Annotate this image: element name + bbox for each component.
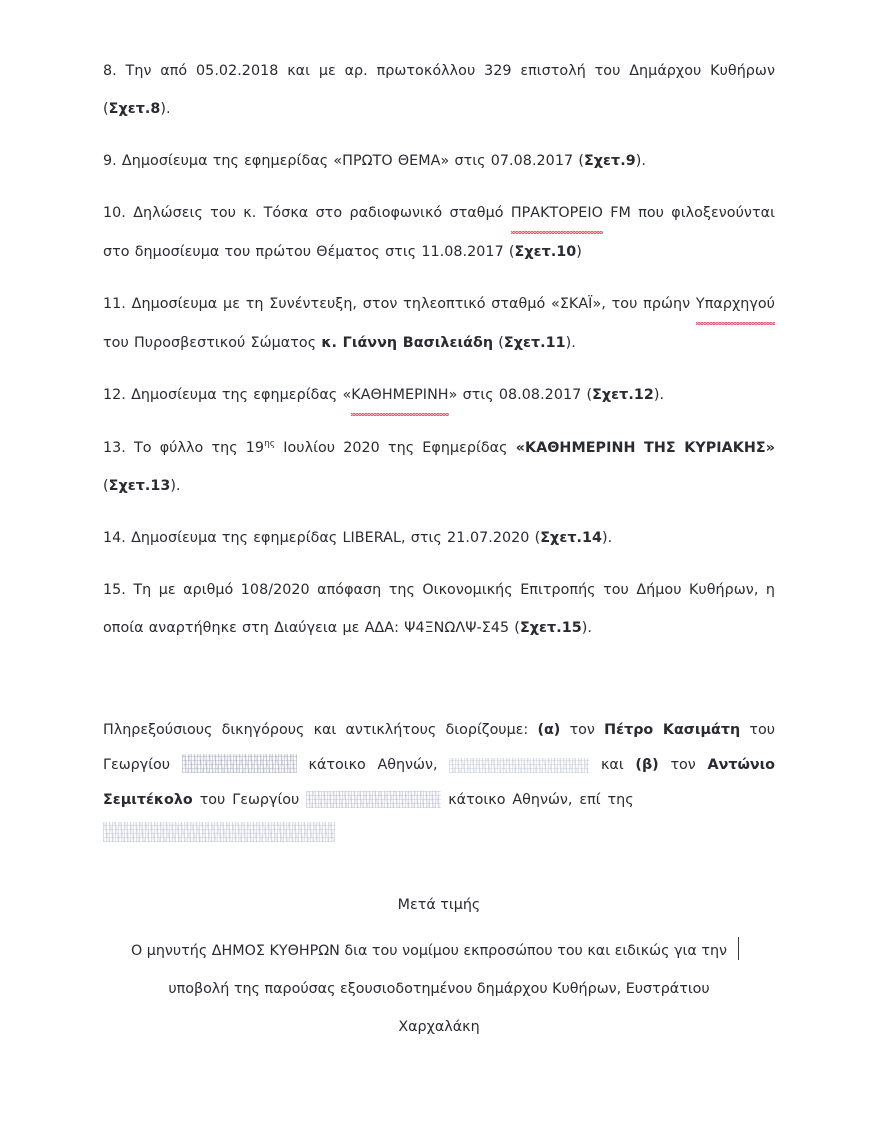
- redacted-region-4: [103, 822, 335, 842]
- reference-item-9: [103, 142, 775, 180]
- reference-item-14: [103, 519, 775, 557]
- reference-item-12: [103, 376, 775, 415]
- attorneys-text-7: του Γεωργίου: [192, 792, 307, 808]
- attorney-label-b: (β): [635, 757, 659, 773]
- attorneys-text-8: κάτοικο Αθηνών, επί της: [441, 792, 634, 808]
- reference-13-text-2: Ιουλίου 2020 της Εφημερίδας: [275, 440, 516, 456]
- reference-12-tag: Σχετ.12: [592, 387, 654, 403]
- reference-14-text-2: ).: [601, 530, 613, 546]
- redacted-region-1: [182, 754, 297, 773]
- reference-11-text-3: (: [493, 335, 504, 351]
- signature-line-1: Ο μηνυτής ΔΗΜΟΣ ΚΥΘΗΡΩΝ δια του νομίμου εκπροσώπου του και ειδικώς για την: [130, 943, 728, 959]
- attorneys-text-3: του Γεωργίου: [103, 722, 776, 773]
- spellcheck-word-praktoreio[interactable]: ΠΡΑΚΤΟΡΕΙΟ: [511, 194, 603, 233]
- attorney-appointment-paragraph: [103, 713, 775, 842]
- attorney-name-b: Αντώνιο Σεμιτέκολο: [103, 757, 775, 808]
- attorneys-text-2: τον: [560, 722, 605, 738]
- reference-11-text-2: του Πυροσβεστικού Σώματος: [103, 335, 322, 351]
- reference-item-15: [103, 571, 775, 647]
- attorneys-text-4: κάτοικο Αθηνών,: [296, 757, 450, 773]
- reference-8-text-1: 8. Την από 05.02.2018 και με αρ. πρωτοκόλλου 329 επιστολή του Δημάρχου Κυθήρων (: [103, 63, 775, 117]
- signature-line-2: υποβολή της παρούσας εξουσιοδοτημένου δημάρχου Κυθήρων, Ευστράτιου: [168, 981, 710, 997]
- reference-13-text-3: (: [103, 478, 109, 494]
- reference-13-text-4: ).: [170, 478, 181, 494]
- section-spacer: [103, 661, 775, 713]
- attorney-label-a: (α): [537, 722, 561, 738]
- reference-15-text-1: 15. Τη με αριθμό 108/2020 απόφαση της Οικονομικής Επιτροπής του Δήμου Κυθήρων, η οποία αναρτήθηκε στη Διαύγεια με ΑΔΑ: Ψ4ΞΝΩΛΨ-Σ45 (: [103, 582, 775, 636]
- reference-11-text-1: 11. Δημοσίευμα με τη Συνέντευξη, στον τηλεοπτικό σταθμό «ΣΚΑΪ», του πρώην: [103, 296, 696, 312]
- reference-9-tag: Σχετ.9: [583, 153, 636, 169]
- reference-8-text-2: ).: [160, 101, 171, 117]
- reference-11-person-name: κ. Γιάννη Βασιλειάδη: [321, 335, 494, 351]
- closing-salutation: Μετά τιμής: [397, 897, 481, 913]
- spellcheck-word-kathimerini[interactable]: ΚΑΘΗΜΕΡΙΝΗ: [351, 376, 448, 415]
- reference-item-13: [103, 429, 775, 505]
- reference-13-publication-name: «ΚΑΘΗΜΕΡΙΝΗ ΤΗΣ ΚΥΡΙΑΚΗΣ»: [515, 440, 776, 456]
- reference-12-text-3: ).: [653, 387, 665, 403]
- reference-item-8: [103, 52, 775, 128]
- reference-item-10: [103, 194, 775, 271]
- attorney-name-a: Πέτρο Κασιμάτη: [604, 722, 741, 738]
- document-body: [103, 52, 775, 1046]
- closing-block: [103, 886, 775, 1046]
- reference-10-text-2: FM που φιλοξενούνται στο δημοσίευμα του πρώτου Θέματος στις 11.08.2017 (: [103, 205, 775, 260]
- ordinal-suffix: ης: [264, 439, 276, 450]
- reference-13-text-1: 13. Το φύλλο της 19: [103, 440, 265, 456]
- reference-13-tag: Σχετ.13: [108, 478, 171, 494]
- reference-15-text-2: ).: [581, 620, 592, 636]
- reference-9-text-2: ).: [635, 153, 646, 169]
- reference-10-text-1: 10. Δηλώσεις του κ. Τόσκα στο ραδιοφωνικό σταθμό: [103, 205, 511, 221]
- reference-10-text-3: ): [576, 244, 582, 260]
- redacted-region-3: [306, 791, 441, 808]
- reference-item-11: [103, 285, 775, 362]
- attorneys-text-5: και: [589, 757, 636, 773]
- redacted-region-2: [449, 758, 589, 773]
- reference-14-text-1: 14. Δημοσίευμα της εφημερίδας LIBERAL, στις 21.07.2020 (: [103, 530, 541, 546]
- spellcheck-word-yparchigou[interactable]: Υπαρχηγού: [696, 285, 775, 324]
- reference-8-tag: Σχετ.8: [108, 101, 161, 117]
- reference-11-tag: Σχετ.11: [503, 335, 566, 351]
- reference-9-text-1: 9. Δημοσίευμα της εφημερίδας «ΠΡΩΤΟ ΘΕΜΑ» στις 07.08.2017 (: [103, 153, 584, 169]
- attorneys-text-6: τον: [658, 757, 708, 773]
- signature-block: [103, 932, 775, 1046]
- reference-12-text-2: » στις 08.08.2017 (: [448, 387, 593, 403]
- signature-line-3: Χαρχαλάκη: [398, 1019, 480, 1035]
- reference-list: [103, 52, 775, 647]
- signature-line-1-wrapper: [95, 932, 775, 970]
- reference-11-text-4: ).: [565, 335, 576, 351]
- text-cursor-caret[interactable]: [738, 937, 739, 960]
- reference-14-tag: Σχετ.14: [540, 530, 602, 546]
- reference-12-text-1: 12. Δημοσίευμα της εφημερίδας «: [103, 387, 352, 403]
- attorneys-text-1: Πληρεξούσιους δικηγόρους και αντικλήτους διορίζουμε:: [103, 722, 538, 738]
- reference-15-tag: Σχετ.15: [519, 620, 582, 636]
- reference-10-tag: Σχετ.10: [514, 244, 577, 260]
